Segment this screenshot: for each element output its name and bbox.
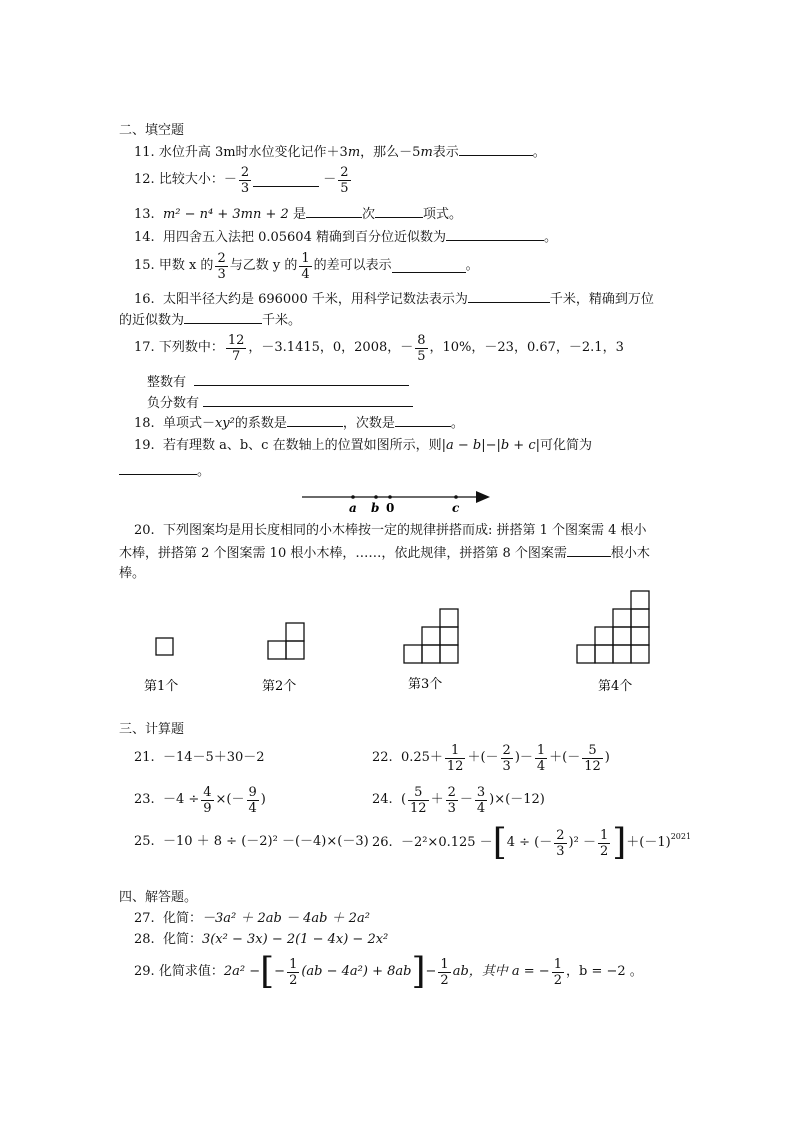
- fraction: 9 4: [248, 784, 257, 816]
- q-expr: (: [400, 792, 407, 807]
- answer-blank[interactable]: [184, 311, 262, 324]
- fraction: 2 3: [217, 250, 226, 282]
- section-3-title: 三、计算题: [119, 722, 185, 737]
- answer-blank[interactable]: [459, 143, 533, 156]
- q-text: 千米，精确到万位: [549, 292, 654, 307]
- q-text: 太阳半径大约是 696000 千米，用科学记数法表示为: [162, 292, 468, 307]
- q-expr: ): [260, 792, 266, 807]
- fraction: 2 3: [240, 164, 250, 196]
- q-num: 22.: [372, 750, 393, 765]
- point-b: [374, 495, 378, 499]
- q-text: 。: [532, 145, 546, 160]
- q-expr: －: [459, 792, 473, 807]
- q-expr: 0.25＋: [400, 750, 443, 765]
- caption-3: 第3个: [408, 677, 443, 692]
- fraction: 5 12: [410, 784, 427, 816]
- question-21: [134, 749, 265, 767]
- answer-blank[interactable]: [392, 260, 466, 273]
- label-c: c: [452, 501, 460, 514]
- fraction: 1 4: [536, 742, 546, 774]
- point-a: [351, 495, 355, 499]
- fraction: 1 4: [301, 250, 310, 282]
- q-text: 的近似数为: [119, 313, 185, 328]
- question-19-line2: [119, 462, 210, 481]
- q-num: 26.: [372, 835, 393, 850]
- fraction: 1 2: [599, 827, 609, 859]
- q-text: 是: [292, 207, 306, 222]
- question-25: [134, 833, 369, 851]
- q-label: 化简求值：: [158, 964, 224, 979]
- question-27: [134, 910, 370, 928]
- point-0: [388, 495, 392, 499]
- negative-fraction-answer-row: [147, 394, 413, 413]
- section-4-title: 四、解答题。: [119, 890, 198, 905]
- answer-blank[interactable]: [468, 290, 550, 303]
- q-text: ，－3.1415，0，2008，－: [248, 340, 414, 355]
- q-text: 水位升高 3m时水位变化记作＋3: [158, 145, 348, 160]
- label-0: 0: [386, 501, 395, 514]
- question-18: [134, 414, 464, 433]
- fraction: 12 7: [227, 332, 245, 364]
- q-text: 甲数 x 的: [158, 258, 214, 273]
- q-label: 化简：: [162, 932, 202, 947]
- q-text: 单项式－: [162, 416, 215, 431]
- q-num: 23.: [134, 792, 155, 807]
- question-15: [134, 248, 479, 284]
- answer-blank[interactable]: [395, 414, 451, 427]
- fraction: $\frac{1}{2}$: [553, 956, 562, 988]
- question-12: [134, 162, 353, 198]
- fraction: $\frac{1}{2}$: [440, 956, 449, 988]
- number-line: [296, 486, 496, 514]
- q-num: 29.: [134, 964, 155, 979]
- answer-blank[interactable]: [375, 205, 423, 218]
- q-expr: (ab − 4a²) + 8ab: [301, 964, 412, 979]
- question-20: [134, 522, 647, 540]
- q-var: m: [347, 145, 361, 160]
- q-expr: 2a² −: [223, 964, 261, 979]
- question-24: [372, 781, 545, 819]
- right-bracket-icon: ]: [612, 822, 627, 863]
- answer-blank[interactable]: [287, 414, 343, 427]
- question-13: [134, 205, 462, 224]
- pattern-3: [404, 609, 458, 663]
- q-text: 。: [465, 258, 479, 273]
- q-text: 用四舍五入法把 0.05604 精确到百分位近似数为: [162, 230, 446, 245]
- section-2-title: 二、填空题: [119, 123, 185, 138]
- fraction: 8 5: [417, 332, 426, 364]
- q-text: 木棒，拼搭第 2 个图案需 10 根小木棒，……，依此规律，拼搭第 8 个图案需: [119, 546, 567, 561]
- q-text: |−|: [481, 438, 501, 453]
- q-text: ，那么－5: [360, 145, 421, 160]
- q-var: m: [420, 145, 433, 160]
- q-expr: ×(－: [215, 792, 245, 807]
- q-expr: ＋(－: [549, 750, 581, 765]
- q-expr: 4 ÷ (－: [506, 835, 553, 850]
- answer-blank[interactable]: [119, 462, 197, 475]
- q-expr: －2²×0.125 －: [400, 835, 493, 850]
- answer-blank[interactable]: [203, 394, 413, 407]
- fraction: $\frac{1}{2}$: [289, 956, 298, 988]
- q-expr: )² －: [568, 835, 596, 850]
- question-20-line2: [119, 544, 650, 563]
- fraction: 2 3: [556, 827, 565, 859]
- question-22: [372, 739, 610, 777]
- question-29: [134, 950, 643, 994]
- q-expr: a − b: [445, 438, 482, 453]
- q-text: ，次数是: [342, 416, 395, 431]
- q-num: 14.: [134, 230, 155, 245]
- answer-blank[interactable]: [567, 544, 611, 557]
- q-expr: m² − n⁴ + 3mn + 2: [162, 207, 289, 222]
- q-expr: ＋(－: [467, 750, 499, 765]
- fraction: 3 4: [476, 784, 486, 816]
- q-text: 。: [543, 230, 557, 245]
- question-19: [134, 437, 592, 455]
- question-23: [134, 781, 266, 819]
- question-26: [372, 822, 691, 864]
- question-28: [134, 931, 388, 949]
- q-text: 下列数中：: [158, 340, 224, 355]
- answer-blank[interactable]: [194, 373, 409, 386]
- q-num: 28.: [134, 932, 155, 947]
- fraction: 1 12: [446, 742, 464, 774]
- q-text: 。: [450, 416, 464, 431]
- pattern-4: [577, 591, 649, 663]
- q-text: 下列图案均是用长度相同的小木棒按一定的规律拼搭而成: 拼搭第 1 个图案需 4 根小: [162, 523, 647, 538]
- q-text: 棒。: [119, 566, 146, 581]
- q-expr: ): [604, 750, 610, 765]
- q-num: 24.: [372, 792, 393, 807]
- left-bracket-icon: [: [260, 951, 275, 992]
- label-b: b: [371, 501, 380, 514]
- q-expr: −: [425, 964, 437, 979]
- q-num: 20.: [134, 523, 155, 538]
- q-expr: －14－5＋30－2: [162, 750, 265, 765]
- q-expr: )×(－12): [489, 792, 545, 807]
- q-text: 表示: [432, 145, 459, 160]
- q-expr: xy²: [214, 416, 235, 431]
- q-label: 化简：: [162, 911, 202, 926]
- fraction: 5 12: [584, 742, 601, 774]
- q-expr: b + c: [500, 438, 536, 453]
- q-expr: ＋: [430, 792, 444, 807]
- q-text: |可化简为: [535, 438, 592, 453]
- left-bracket-icon: [: [492, 822, 507, 863]
- q-text: 次: [361, 207, 375, 222]
- question-20-line3: [119, 565, 145, 583]
- q-text: 的系数是: [234, 416, 287, 431]
- q-expr: ab，其中 a = −: [452, 964, 550, 979]
- q-text: 的差可以表示: [313, 258, 392, 273]
- q-exponent: 2021: [670, 832, 692, 841]
- stick-patterns-figure: [140, 588, 660, 700]
- q-text: 。: [197, 464, 211, 479]
- question-11: [134, 143, 546, 162]
- label: 整数有: [147, 375, 187, 390]
- q-num: 11.: [134, 145, 155, 160]
- q-expr: －10 ＋ 8 ÷ (－2)² －(－4)×(－3): [162, 834, 369, 849]
- caption-2: 第2个: [262, 679, 297, 694]
- q-num: 21.: [134, 750, 155, 765]
- q-num: 25.: [134, 834, 155, 849]
- right-bracket-icon: ]: [411, 951, 426, 992]
- fraction: 2 3: [447, 784, 456, 816]
- label-a: a: [349, 501, 357, 514]
- q-text: 与乙数 y 的: [229, 258, 298, 273]
- q-text: ，10%，－23，0.67，－2.1，3: [429, 340, 624, 355]
- q-expr: －3a² ＋ 2ab － 4ab ＋ 2a²: [201, 911, 370, 926]
- fraction: $\frac{4}{9}$: [203, 784, 212, 816]
- q-expr: ＋(－1): [626, 835, 671, 850]
- q-expr: −: [274, 964, 286, 979]
- q-num: 13.: [134, 207, 155, 222]
- answer-blank[interactable]: [306, 205, 362, 218]
- q-num: 17.: [134, 340, 155, 355]
- caption-4: 第4个: [598, 679, 633, 694]
- q-num: 15.: [134, 258, 155, 273]
- answer-blank[interactable]: [253, 174, 319, 187]
- q-text: 若有理数 a、b、c 在数轴上的位置如图所示，则|: [162, 438, 446, 453]
- pattern-1-square: [156, 638, 173, 655]
- q-expr: ，b = −2 。: [565, 964, 643, 979]
- point-c: [454, 495, 458, 499]
- q-num: 18.: [134, 416, 155, 431]
- question-14: [134, 228, 557, 247]
- arrow-head-icon: [476, 491, 490, 503]
- fraction: 2 3: [502, 742, 511, 774]
- q-text: 根小木: [610, 546, 650, 561]
- answer-blank[interactable]: [446, 228, 544, 241]
- q-num: 16.: [134, 292, 155, 307]
- label: 负分数有: [147, 396, 200, 411]
- q-num: 19.: [134, 438, 155, 453]
- q-text: 比较大小：－: [158, 172, 237, 187]
- fraction: 2 5: [340, 164, 349, 196]
- caption-1: 第1个: [144, 679, 179, 694]
- q-text: 千米。: [262, 313, 302, 328]
- question-16: [134, 290, 654, 309]
- integer-answer-row: [147, 373, 409, 392]
- q-expr: )－: [514, 750, 533, 765]
- q-num: 12.: [134, 172, 155, 187]
- q-num: 27.: [134, 911, 155, 926]
- pattern-2: [268, 623, 304, 659]
- question-17: [134, 328, 624, 368]
- q-text: －: [323, 172, 337, 187]
- q-text: 项式。: [422, 207, 462, 222]
- q-expr: 3(x² − 3x) − 2(1 − 4x) − 2x²: [201, 932, 389, 947]
- q-expr: －4 ÷: [162, 792, 200, 807]
